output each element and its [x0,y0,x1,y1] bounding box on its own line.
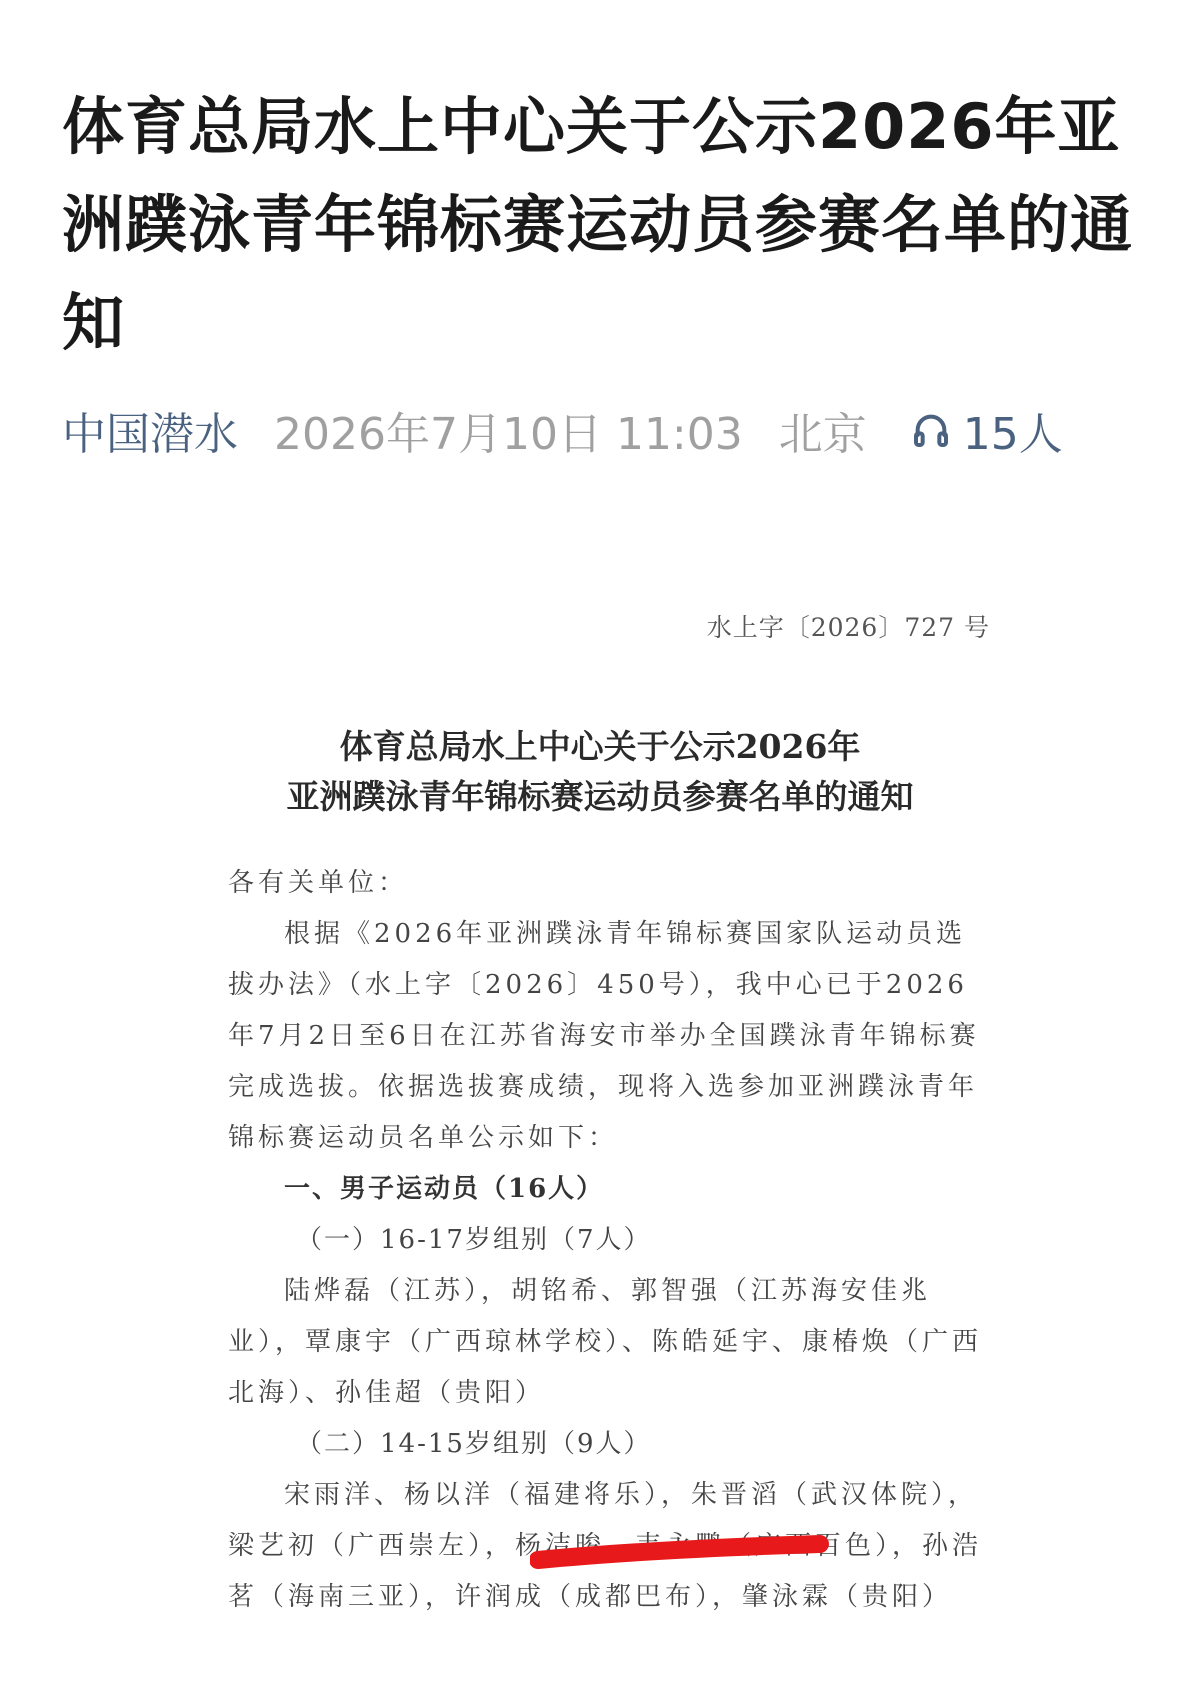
group-heading-16-17: （一）16-17岁组别（7人） [296,1225,652,1255]
source-account-link[interactable]: 中国潜水 [62,409,238,460]
article-meta [62,400,1063,460]
publish-location: 北京 [778,409,867,460]
group-names-16-17: 陆烨磊（江苏），胡铭希、郭智强（江苏海安佳兆业），覃康宇（广西琼林学校）、陈皓延宇、康椿焕（广西北海）、孙佳超（贵阳） [228,1276,983,1408]
listen-button[interactable] [911,398,1063,462]
listener-count: 15人 [962,409,1063,460]
intro-paragraph: 根据《2026年亚洲蹼泳青年锦标赛国家队运动员选拔办法》（水上字〔2026〕450号），我中心已于2026年7月2日至6日在江苏省海安市举办全国蹼泳青年锦标赛完成选拔。依据选拔赛成绩，现将入选参加亚洲蹼泳青年锦标赛运动员名单公示如下： [228,919,980,1153]
publish-datetime: 2026年7月10日 11:03 [274,409,743,460]
section-heading-men: 一、男子运动员（16人） [284,1174,605,1204]
headphones-icon [911,410,951,450]
document-number: 水上字〔2026〕727 号 [706,613,990,642]
document-body [228,858,993,1623]
document-title-line1: 体育总局水上中心关于公示2026年 [339,727,861,766]
document-title-line2: 亚洲蹼泳青年锦标赛运动员参赛名单的通知 [286,777,914,816]
document-title [0,722,1200,822]
group-heading-14-15: （二）14-15岁组别（9人） [296,1429,652,1459]
group-names-14-15: 宋雨洋、杨以洋（福建将乐），朱晋滔（武汉体院），梁艺初（广西崇左），杨洁晙、韦永鹏（广西百色），孙浩茗（海南三亚），许润成（成都巴布），肇泳霖（贵阳） [228,1480,983,1612]
red-underline-mark [530,1534,830,1574]
document-image [0,590,1200,1696]
article-title: 体育总局水上中心关于公示2026年亚洲蹼泳青年锦标赛运动员参赛名单的通知 [62,90,1134,359]
salutation: 各有关单位： [228,868,409,898]
